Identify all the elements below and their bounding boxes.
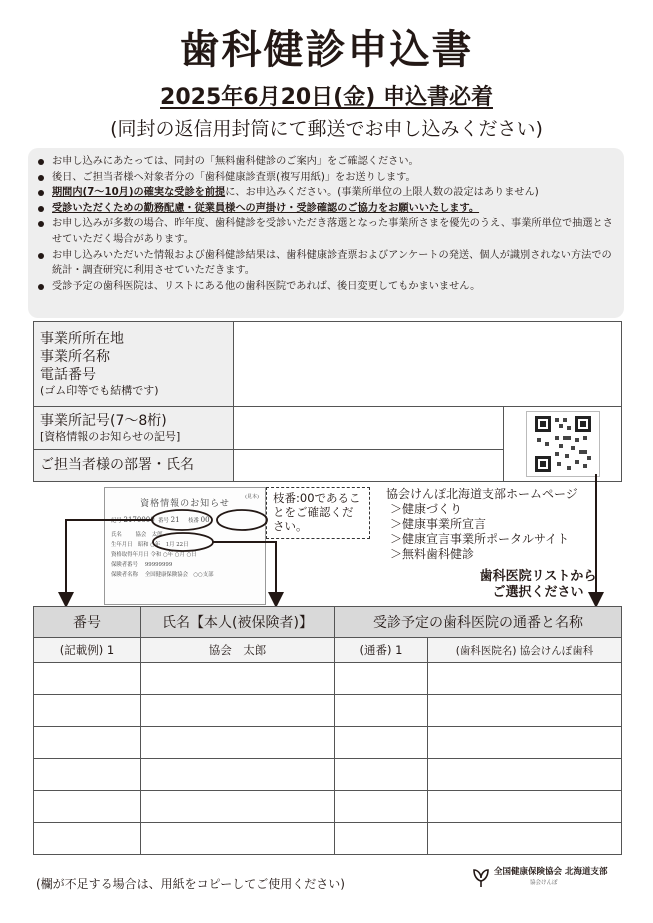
note-item: 受診予定の歯科医院は、リストにある他の歯科医院であれば、後日変更してもかまいません。 (38, 279, 616, 295)
address-label: 事業所所在地 (40, 331, 124, 347)
sample-birth-row: 生年月日 昭和 ○年 1月 22日 (111, 542, 189, 548)
kyokai-logo-icon (472, 868, 490, 888)
serial-input[interactable] (335, 823, 428, 855)
note-item: お申し込みが多数の場合、昨年度、歯科健診を受診いただき落選となった事業所さまを優先のうえ、事業所単位で抽選とさせていただく場合があります。 (38, 216, 616, 247)
homepage-link-health[interactable]: ＞健康づくり (390, 502, 463, 516)
header-clinic: 受診予定の歯科医院の通番と名称 (335, 607, 622, 638)
number-input[interactable] (34, 791, 141, 823)
serial-input[interactable] (335, 695, 428, 727)
example-name: 協会 太郎 (141, 638, 335, 663)
serial-input[interactable] (335, 727, 428, 759)
name-input[interactable] (141, 823, 335, 855)
notes-box (28, 148, 624, 318)
table-row (34, 759, 622, 791)
clinic-input[interactable] (428, 791, 622, 823)
clinic-list-instruction: 歯科医院リストから ご選択ください (479, 569, 597, 600)
subtitle: (同封の返信用封筒にて郵送でお申し込みください) (110, 118, 543, 140)
number-input[interactable] (34, 727, 141, 759)
homepage-link-declaration[interactable]: ＞健康事業所宣言 (390, 517, 487, 531)
org-logo (472, 866, 622, 890)
example-row (34, 638, 622, 663)
deadline-text: 2025年6月20日(金) 申込書必着 (160, 85, 493, 110)
note-item: 期間内(7〜10月)の確実な受診を前提に、お申込みください。(事業所単位の上限人数の設定はありません) (38, 185, 616, 201)
sample-insurer-row: 保険者名称 全国健康保険協会 ○○支部 (111, 572, 214, 578)
sample-tag: (見本) (245, 494, 259, 500)
number-input[interactable] (34, 663, 141, 695)
name-input[interactable] (141, 727, 335, 759)
number-input[interactable] (34, 759, 141, 791)
phone-label: 電話番号 (40, 367, 96, 383)
qr-code[interactable] (526, 411, 600, 477)
table-row (34, 695, 622, 727)
homepage-title: 協会けんぽ北海道支部ホームページ (386, 487, 578, 501)
example-clinic: (歯科医院名) 協会けんぽ歯科 (428, 638, 622, 663)
clinic-input[interactable] (428, 695, 622, 727)
note-item: 後日、ご担当者様へ対象者分の「歯科健康診査票(複写用紙)」をお送りします。 (38, 170, 616, 186)
qr-code-icon (535, 416, 591, 472)
qr-cell (504, 407, 622, 482)
name-input[interactable] (141, 791, 335, 823)
number-input[interactable] (34, 695, 141, 727)
table-row (34, 823, 622, 855)
homepage-link-portal[interactable]: ＞健康宣言事業所ポータルサイト (390, 532, 570, 546)
note-item: お申し込みいただいた情報および歯科健診結果は、歯科健康診査票およびアンケートの発送、個人が識別されない方法での統計・調査研究に利用させていただきます。 (38, 248, 616, 279)
applicant-table (33, 606, 622, 855)
office-code-input[interactable] (234, 407, 504, 450)
contact-label: ご担当者様の部署・氏名 (40, 457, 194, 474)
clinic-input[interactable] (428, 663, 622, 695)
footer-note: (欄が不足する場合は、用紙をコピーしてご使用ください) (36, 877, 345, 891)
serial-input[interactable] (335, 663, 428, 695)
name-input[interactable] (141, 695, 335, 727)
sample-card-title: 資格情報のお知らせ (140, 499, 230, 509)
serial-input[interactable] (335, 791, 428, 823)
table-row (34, 663, 622, 695)
sample-kigo-row: 記号 2170000 番号 21 枝番 00 (111, 516, 210, 524)
org-name: 全国健康保険協会 北海道支部 (494, 867, 608, 877)
office-info-table (33, 321, 622, 482)
number-input[interactable] (34, 823, 141, 855)
example-number: (記載例) 1 (34, 638, 141, 663)
code-note: [資格情報のお知らせの記号] (40, 429, 181, 443)
page-title: 歯科健診申込書 (179, 27, 474, 73)
contact-label-cell (34, 449, 234, 481)
clinic-input[interactable] (428, 727, 622, 759)
stamp-note: (ゴム印等でも結構です) (40, 384, 159, 397)
header-number: 番号 (34, 607, 141, 638)
contact-input[interactable] (234, 449, 504, 481)
office-info-input[interactable] (234, 322, 622, 407)
homepage-links (386, 487, 626, 562)
serial-input[interactable] (335, 759, 428, 791)
table-row (34, 727, 622, 759)
sample-insurer-no-row: 保険者番号 99999999 (111, 562, 173, 568)
name-input[interactable] (141, 759, 335, 791)
homepage-link-dental[interactable]: ＞無料歯科健診 (390, 547, 475, 561)
note-item: 受診いただくための勤務配慮・従業員様への声掛け・受診確認のご協力をお願いいたします。 (38, 201, 616, 217)
header-name: 氏名【本人(被保険者)】 (141, 607, 335, 638)
office-label-cell (34, 322, 234, 407)
name-input[interactable] (141, 663, 335, 695)
code-label: 事業所記号(7〜8桁) (40, 412, 167, 429)
example-serial: (通番) 1 (335, 638, 428, 663)
edaban-callout: 枝番:00であることをご確認ください。 (266, 487, 370, 539)
sample-qualification-card (104, 487, 266, 605)
org-sub: 協会けんぽ (530, 880, 558, 886)
clinic-input[interactable] (428, 759, 622, 791)
clinic-input[interactable] (428, 823, 622, 855)
table-row (34, 791, 622, 823)
office-name-label: 事業所名称 (40, 349, 110, 365)
sample-name-row: 氏名 協会 太郎 (111, 532, 163, 538)
code-label-cell (34, 407, 234, 450)
note-item: お申し込みにあたっては、同封の「無料歯科健診のご案内」をご確認ください。 (38, 154, 616, 170)
sample-acquired-row: 資格取得年月日 令和 ○年 ○月 ○日 (111, 552, 197, 558)
